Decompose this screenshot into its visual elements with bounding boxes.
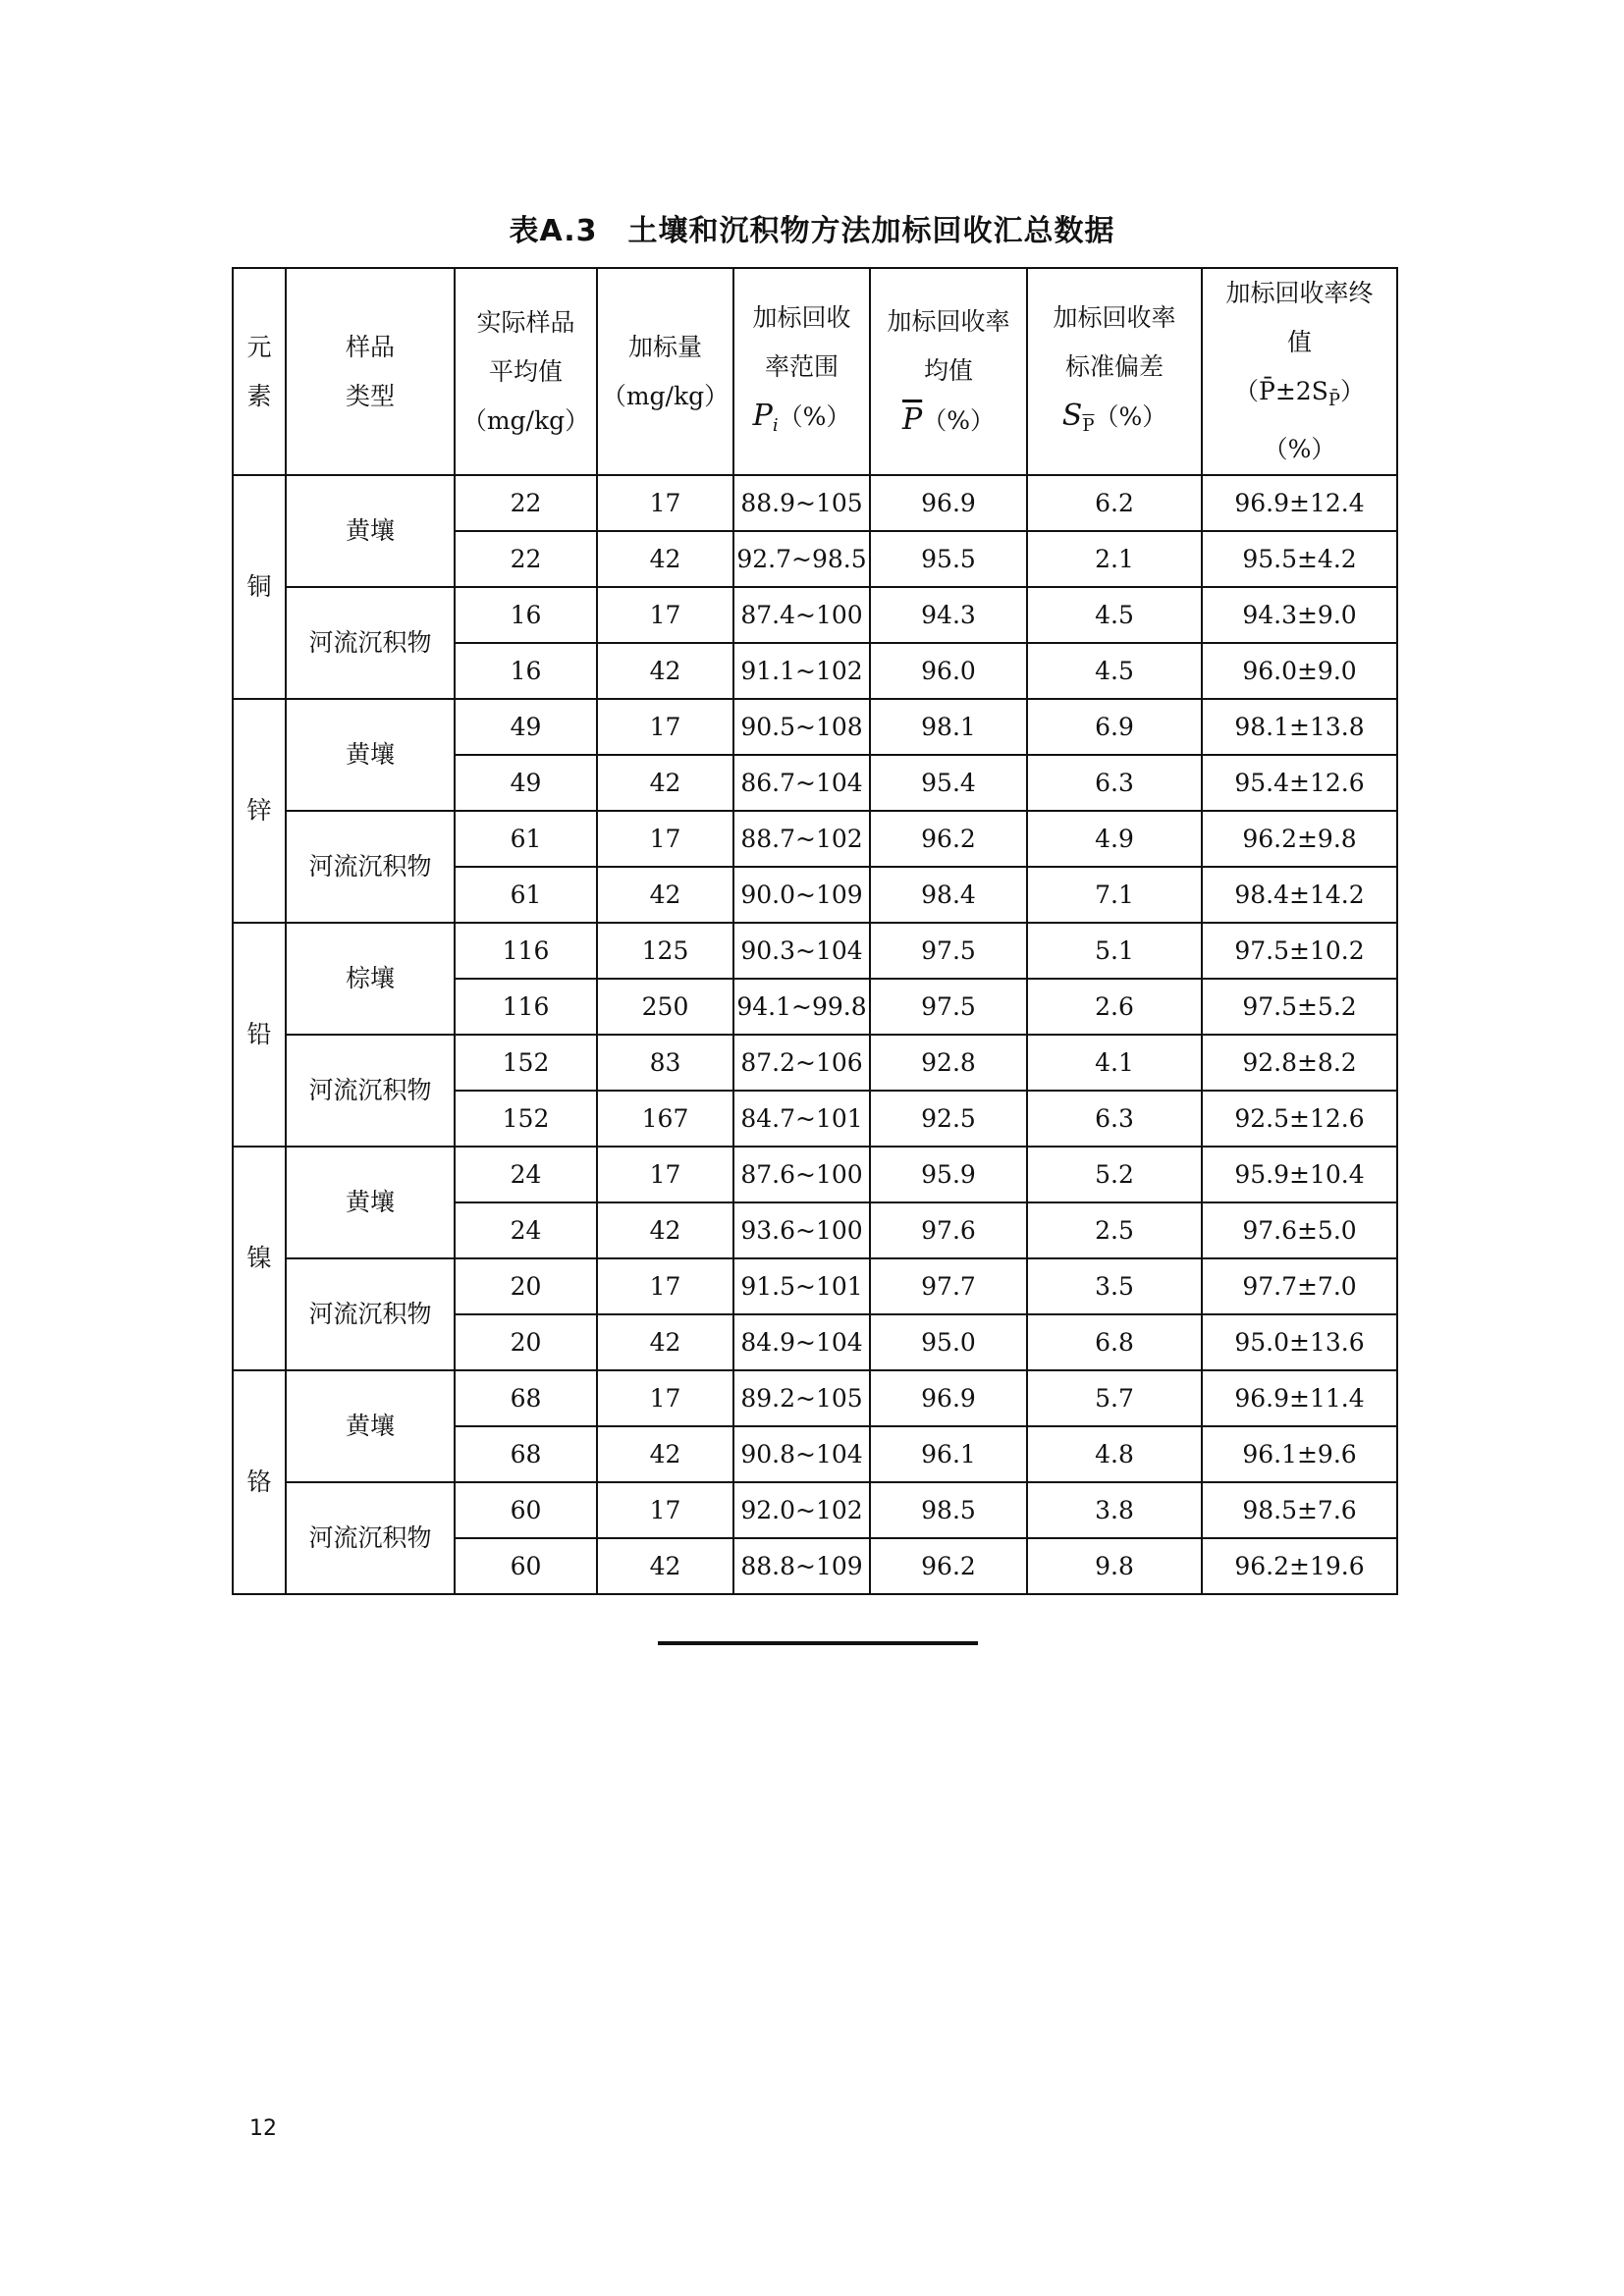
range-cell: 90.0~109 <box>733 867 870 923</box>
sample-type-cell: 河流沉积物 <box>286 811 455 923</box>
sd-cell: 4.5 <box>1027 587 1202 643</box>
final-cell: 96.0±9.0 <box>1202 643 1397 699</box>
range-cell: 92.7~98.5 <box>733 531 870 587</box>
sd-cell: 3.5 <box>1027 1258 1202 1314</box>
element-cell: 铬 <box>233 1370 286 1594</box>
spike-cell: 83 <box>597 1035 733 1091</box>
spike-cell: 17 <box>597 475 733 531</box>
actual-cell: 49 <box>455 699 597 755</box>
final-cell: 95.0±13.6 <box>1202 1314 1397 1370</box>
mean-cell: 98.1 <box>870 699 1027 755</box>
sd-cell: 6.3 <box>1027 755 1202 811</box>
sd-cell: 2.5 <box>1027 1202 1202 1258</box>
actual-cell: 24 <box>455 1147 597 1202</box>
sd-cell: 2.6 <box>1027 979 1202 1035</box>
spike-cell: 42 <box>597 1202 733 1258</box>
final-cell: 95.4±12.6 <box>1202 755 1397 811</box>
mean-cell: 96.9 <box>870 475 1027 531</box>
sd-cell: 4.8 <box>1027 1426 1202 1482</box>
mean-cell: 95.9 <box>870 1147 1027 1202</box>
range-cell: 89.2~105 <box>733 1370 870 1426</box>
final-cell: 97.5±5.2 <box>1202 979 1397 1035</box>
sd-cell: 6.8 <box>1027 1314 1202 1370</box>
mean-cell: 96.0 <box>870 643 1027 699</box>
range-cell: 88.8~109 <box>733 1538 870 1594</box>
sd-cell: 3.8 <box>1027 1482 1202 1538</box>
sample-type-cell: 河流沉积物 <box>286 1258 455 1370</box>
final-cell: 95.9±10.4 <box>1202 1147 1397 1202</box>
spike-cell: 17 <box>597 587 733 643</box>
actual-cell: 22 <box>455 531 597 587</box>
range-cell: 90.8~104 <box>733 1426 870 1482</box>
header-actual-mean: 实际样品平均值 （mg/kg） <box>455 268 597 475</box>
final-cell: 97.5±10.2 <box>1202 923 1397 979</box>
element-cell: 铅 <box>233 923 286 1147</box>
mean-cell: 97.5 <box>870 979 1027 1035</box>
element-cell: 铜 <box>233 475 286 699</box>
range-cell: 84.9~104 <box>733 1314 870 1370</box>
mean-cell: 98.5 <box>870 1482 1027 1538</box>
range-cell: 87.4~100 <box>733 587 870 643</box>
spike-cell: 42 <box>597 867 733 923</box>
mean-cell: 95.4 <box>870 755 1027 811</box>
spike-cell: 250 <box>597 979 733 1035</box>
sd-cell: 6.2 <box>1027 475 1202 531</box>
range-cell: 88.9~105 <box>733 475 870 531</box>
range-cell: 86.7~104 <box>733 755 870 811</box>
table-row <box>233 1035 1397 1091</box>
spike-cell: 42 <box>597 1538 733 1594</box>
spike-cell: 17 <box>597 811 733 867</box>
range-cell: 93.6~100 <box>733 1202 870 1258</box>
final-cell: 98.5±7.6 <box>1202 1482 1397 1538</box>
final-cell: 92.5±12.6 <box>1202 1091 1397 1147</box>
spike-cell: 42 <box>597 1426 733 1482</box>
final-cell: 96.9±12.4 <box>1202 475 1397 531</box>
actual-cell: 20 <box>455 1258 597 1314</box>
header-row <box>233 268 1397 475</box>
mean-cell: 98.4 <box>870 867 1027 923</box>
mean-cell: 92.8 <box>870 1035 1027 1091</box>
table-row <box>233 1258 1397 1314</box>
actual-cell: 20 <box>455 1314 597 1370</box>
range-cell: 90.5~108 <box>733 699 870 755</box>
mean-cell: 94.3 <box>870 587 1027 643</box>
range-cell: 88.7~102 <box>733 811 870 867</box>
header-final: 加标回收率终值 $(P̄\pm 2S_{P̄})$ （%） <box>1202 268 1397 475</box>
sample-type-cell: 黄壤 <box>286 475 455 587</box>
sample-type-cell: 黄壤 <box>286 1370 455 1482</box>
sd-cell: 4.1 <box>1027 1035 1202 1091</box>
table-row <box>233 811 1397 867</box>
sd-cell: 5.7 <box>1027 1370 1202 1426</box>
spike-cell: 42 <box>597 643 733 699</box>
actual-cell: 24 <box>455 1202 597 1258</box>
sample-type-cell: 黄壤 <box>286 1147 455 1258</box>
sd-cell: 4.9 <box>1027 811 1202 867</box>
mean-cell: 95.5 <box>870 531 1027 587</box>
range-cell: 84.7~101 <box>733 1091 870 1147</box>
sample-type-cell: 棕壤 <box>286 923 455 1035</box>
spike-cell: 42 <box>597 755 733 811</box>
actual-cell: 68 <box>455 1426 597 1482</box>
header-mean: 加标回收率均值 $\overline{P}(\%)$ <box>870 268 1027 475</box>
table-caption: 表A.3 土壤和沉积物方法加标回收汇总数据 <box>509 214 1115 248</box>
actual-cell: 16 <box>455 587 597 643</box>
recovery-data-table <box>232 267 1398 1595</box>
mean-cell: 95.0 <box>870 1314 1027 1370</box>
actual-cell: 49 <box>455 755 597 811</box>
sd-cell: 6.9 <box>1027 699 1202 755</box>
actual-cell: 116 <box>455 979 597 1035</box>
table-row <box>233 587 1397 643</box>
actual-cell: 22 <box>455 475 597 531</box>
final-cell: 96.9±11.4 <box>1202 1370 1397 1426</box>
spike-cell: 17 <box>597 1482 733 1538</box>
header-element: 元素 <box>233 268 286 475</box>
sd-cell: 7.1 <box>1027 867 1202 923</box>
sd-cell: 6.3 <box>1027 1091 1202 1147</box>
actual-cell: 152 <box>455 1091 597 1147</box>
spike-cell: 42 <box>597 531 733 587</box>
mean-cell: 96.1 <box>870 1426 1027 1482</box>
final-cell: 96.1±9.6 <box>1202 1426 1397 1482</box>
table-row <box>233 699 1397 755</box>
page-number: 12 <box>249 2116 277 2141</box>
sd-cell: 9.8 <box>1027 1538 1202 1594</box>
spike-cell: 167 <box>597 1091 733 1147</box>
end-rule <box>658 1641 978 1645</box>
mean-cell: 97.6 <box>870 1202 1027 1258</box>
mean-cell: 97.7 <box>870 1258 1027 1314</box>
header-std: 加标回收率标准偏差 $S_{\overline{P}}(\%)$ <box>1027 268 1202 475</box>
final-cell: 98.4±14.2 <box>1202 867 1397 923</box>
final-cell: 96.2±19.6 <box>1202 1538 1397 1594</box>
sd-cell: 5.1 <box>1027 923 1202 979</box>
sd-cell: 5.2 <box>1027 1147 1202 1202</box>
range-cell: 94.1~99.8 <box>733 979 870 1035</box>
table-row <box>233 1147 1397 1202</box>
final-cell: 94.3±9.0 <box>1202 587 1397 643</box>
range-cell: 87.6~100 <box>733 1147 870 1202</box>
table-row <box>233 923 1397 979</box>
mean-cell: 96.2 <box>870 1538 1027 1594</box>
mean-cell: 96.9 <box>870 1370 1027 1426</box>
spike-cell: 125 <box>597 923 733 979</box>
table-row <box>233 1370 1397 1426</box>
table-row <box>233 475 1397 531</box>
header-range: 加标回收率范围 $P_i(\%)$ <box>733 268 870 475</box>
element-cell: 锌 <box>233 699 286 923</box>
sample-type-cell: 河流沉积物 <box>286 1482 455 1594</box>
actual-cell: 61 <box>455 867 597 923</box>
spike-cell: 17 <box>597 1147 733 1202</box>
sample-type-cell: 河流沉积物 <box>286 587 455 699</box>
range-cell: 90.3~104 <box>733 923 870 979</box>
header-sample-type: 样品类型 <box>286 268 455 475</box>
actual-cell: 152 <box>455 1035 597 1091</box>
final-cell: 95.5±4.2 <box>1202 531 1397 587</box>
range-cell: 92.0~102 <box>733 1482 870 1538</box>
mean-cell: 92.5 <box>870 1091 1027 1147</box>
final-cell: 97.6±5.0 <box>1202 1202 1397 1258</box>
mean-cell: 96.2 <box>870 811 1027 867</box>
sd-cell: 2.1 <box>1027 531 1202 587</box>
header-spike: 加标量 （mg/kg） <box>597 268 733 475</box>
range-cell: 91.1~102 <box>733 643 870 699</box>
range-cell: 87.2~106 <box>733 1035 870 1091</box>
final-cell: 98.1±13.8 <box>1202 699 1397 755</box>
actual-cell: 16 <box>455 643 597 699</box>
spike-cell: 17 <box>597 1258 733 1314</box>
final-cell: 92.8±8.2 <box>1202 1035 1397 1091</box>
element-cell: 镍 <box>233 1147 286 1370</box>
mean-cell: 97.5 <box>870 923 1027 979</box>
actual-cell: 61 <box>455 811 597 867</box>
table-row <box>233 1482 1397 1538</box>
sample-type-cell: 河流沉积物 <box>286 1035 455 1147</box>
final-cell: 96.2±9.8 <box>1202 811 1397 867</box>
actual-cell: 68 <box>455 1370 597 1426</box>
spike-cell: 17 <box>597 1370 733 1426</box>
actual-cell: 60 <box>455 1538 597 1594</box>
actual-cell: 116 <box>455 923 597 979</box>
sd-cell: 4.5 <box>1027 643 1202 699</box>
spike-cell: 17 <box>597 699 733 755</box>
actual-cell: 60 <box>455 1482 597 1538</box>
final-cell: 97.7±7.0 <box>1202 1258 1397 1314</box>
sample-type-cell: 黄壤 <box>286 699 455 811</box>
spike-cell: 42 <box>597 1314 733 1370</box>
range-cell: 91.5~101 <box>733 1258 870 1314</box>
